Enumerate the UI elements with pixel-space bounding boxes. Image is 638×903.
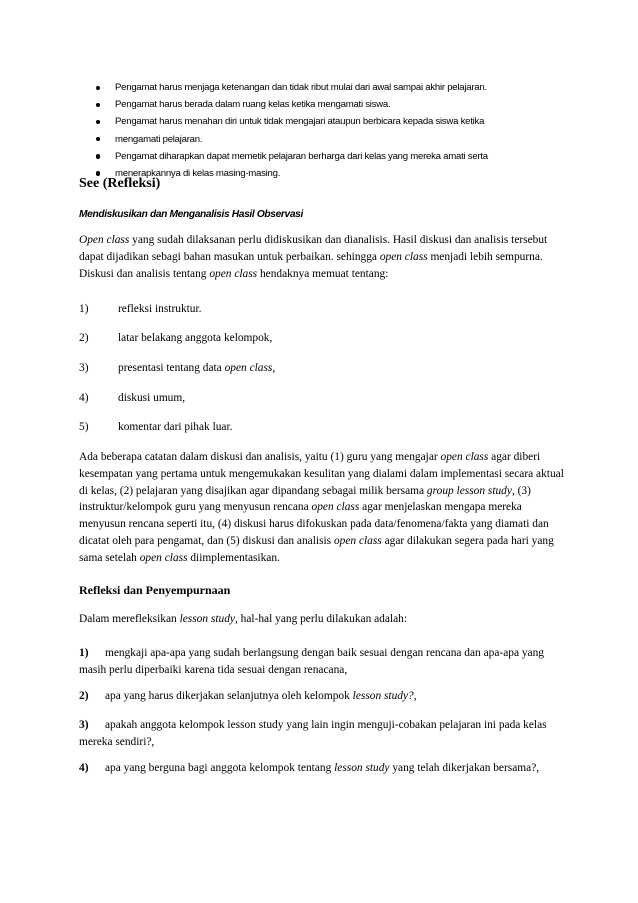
list-item: Pengamat diharapkan dapat memetik pelajaran berharga dari kelas yang mereka amati serta	[96, 148, 488, 165]
notes-paragraph: Ada beberapa catatan dalam diskusi dan analisis, yaitu (1) guru yang mengajar open class agar diberi kesempatan yang pertama untuk mengemukakan kesulitan yang dialami dalam implementasi secara aktual di kelas, (2) pelajaran yang disajikan agar dipandang sebagai milik bersama group lesson study, (3) instruktur/kelompok guru yang menyusun rencana open class agar menjelaskan mengapa mereka menyusun rencana seperti itu, (4) diskusi harus difokuskan pada data/fenomena/fakta yang diamati dan dicatat oleh para pengamat, dan (5) diskusi dan analisis open class agar dilakukan segera pada hari yang sama setelah open class diimplementasikan.	[79, 451, 564, 564]
list-item: 4) apa yang berguna bagi anggota kelompok tentang lesson study yang telah dikerjakan bersama?,	[79, 762, 540, 774]
bullet-icon	[96, 154, 100, 158]
section-heading: See (Refleksi)	[79, 176, 161, 191]
section-subheading: Mendiskusikan dan Menganalisis Hasil Observasi	[79, 209, 303, 220]
list-item: mengamati pelajaran.	[96, 131, 488, 148]
list-item: 1) mengkaji apa-apa yang sudah berlangsung dengan baik sesuai dengan rencana dan apa-apa yang masih perlu diperbaiki karena tida sesuai dengan renacana,	[79, 647, 544, 676]
bullet-icon	[96, 103, 100, 107]
intro-paragraph: Open class yang sudah dilaksanan perlu didiskusikan dan dianalisis. Hasil diskusi dan analisis tersebut dapat dijadikan sebagi bahan masukan untuk perbaikan. sehingga open class menjadi lebih sempurna. Diskusi dan analisis tentang open class hendaknya memuat tentang:	[79, 234, 548, 280]
list-item: Pengamat harus menjaga ketenangan dan tidak ribut mulai dari awal sampai akhir pelajaran.	[96, 79, 488, 96]
reflection-intro: Dalam merefleksikan lesson study, hal-hal yang perlu dilakukan adalah:	[79, 613, 408, 625]
list-item: menerapkannya di kelas masing-masing.	[96, 165, 488, 182]
bullet-icon	[96, 137, 100, 141]
observer-rules-list	[96, 79, 488, 182]
list-item: 3) apakah anggota kelompok lesson study yang lain ingin menguji-cobakan pelajaran ini pada kelas mereka sendiri?,	[79, 719, 547, 748]
list-item: 2) apa yang harus dikerjakan selanjutnya oleh kelompok lesson study?,	[79, 690, 417, 702]
list-item: Pengamat harus menahan diri untuk tidak mengajari ataupun berbicara kepada siswa ketika	[96, 113, 488, 130]
bullet-icon	[96, 120, 100, 124]
bullet-icon	[96, 86, 100, 90]
reflection-heading: Refleksi dan Penyempurnaan	[79, 583, 231, 597]
document-page: Pengamat harus menjaga ketenangan dan tidak ribut mulai dari awal sampai akhir pelajaran. Pengamat harus berada dalam ruang kelas ketika mengamati siswa. Pengamat harus menahan diri untuk tidak mengajari ataupun berbicara kepada siswa ketika mengamati pelajaran. Pengamat diharapkan dapat memetik pelajaran berharga dari kelas yang mereka amati serta menerapkannya di kelas masing-masing. See (Refleksi) Mendiskusikan dan Menganalisis Hasil Observasi Open class yang sudah dilaksanan perlu didiskusikan dan dianalisis. Hasil diskusi dan analisis tersebut dapat dijadikan sebagi bahan masukan untuk perbaikan. sehingga open class menjadi lebih sempurna. Diskusi dan analisis tentang open class hendaknya memuat tentang: 1) refleksi instruktur. 2) latar belakang anggota kelompok, 3) presentasi tentang data open class, 4) diskusi umum, 5) komentar dari pihak luar. Ada beberapa catatan dalam diskusi dan analisis, yaitu (1) guru yang mengajar open class agar diberi kesempatan yang pertama untuk mengemukakan kesulitan yang dialami dalam implementasi secara aktual di kelas, (2) pelajaran yang disajikan agar dipandang sebagai milik bersama group lesson study, (3) instruktur/kelompok guru yang menyusun rencana open class agar menjelaskan mengapa mereka menyusun rencana seperti itu, (4) diskusi harus difokuskan pada data/fenomena/fakta yang diamati dan dicatat oleh para pengamat, dan (5) diskusi dan analisis open class agar dilakukan segera pada hari yang sama setelah open class diimplementasikan. Refleksi dan Penyempurnaan Dalam merefleksikan lesson study, hal-hal yang perlu dilakukan adalah: 1) mengkaji apa-apa yang sudah berlangsung dengan baik sesuai dengan rencana dan apa-apa yang masih perlu diperbaiki karena tida sesuai dengan renacana, 2) apa yang harus dikerjakan selanjutnya oleh kelompok lesson study?, 3) apakah anggota kelompok lesson study yang lain ingin menguji-cobakan pelajaran ini pada kelas mereka sendiri?, 4) apa yang berguna bagi anggota kelompok tentang lesson study yang telah dikerjakan bersama?,	[0, 0, 638, 903]
list-item: Pengamat harus berada dalam ruang kelas ketika mengamati siswa.	[96, 96, 488, 113]
